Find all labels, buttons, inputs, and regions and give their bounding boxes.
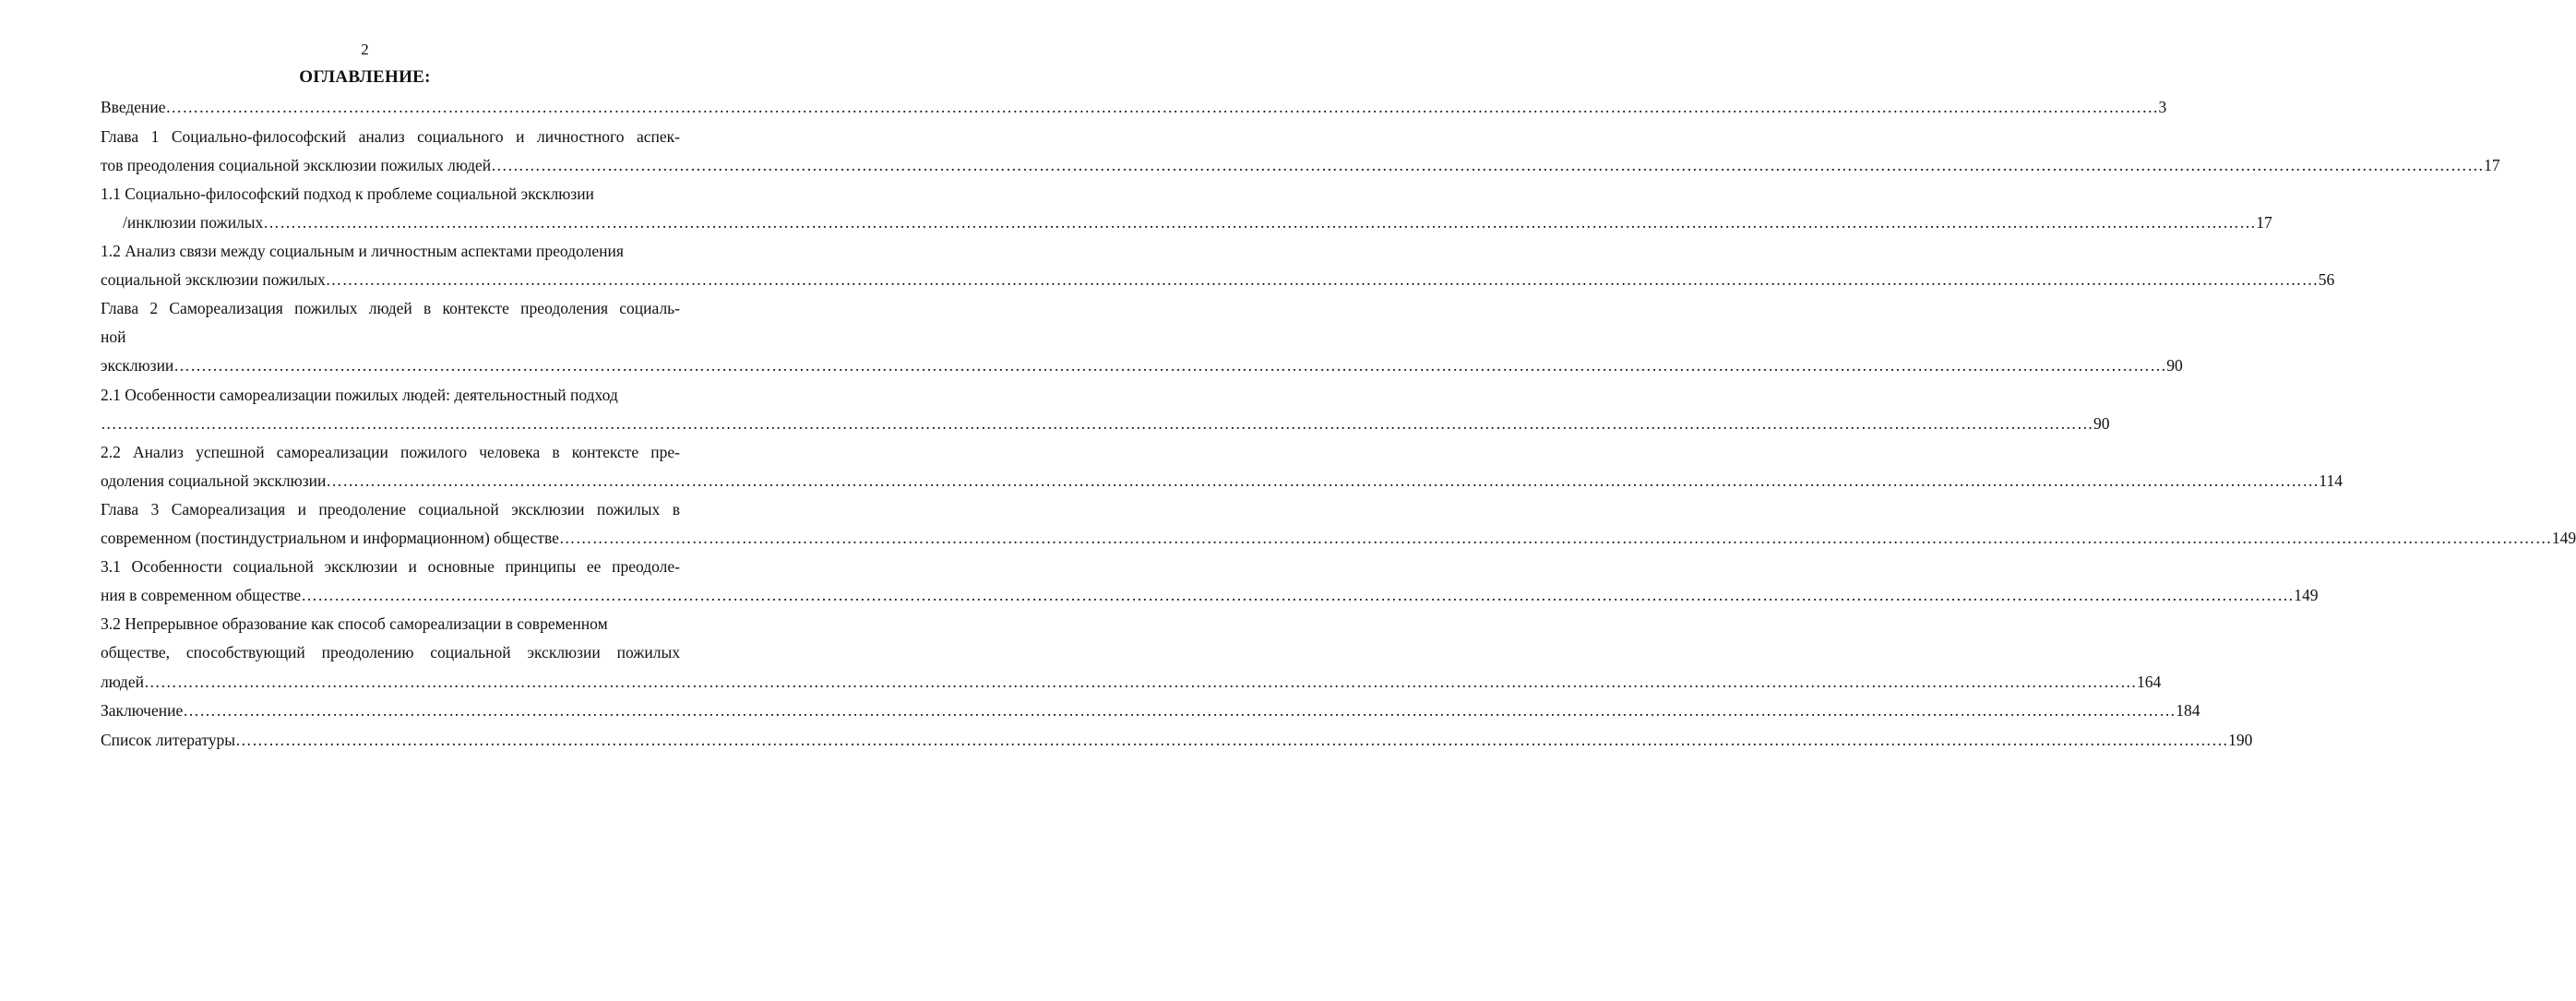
leader-dots: ……………………………………………………………………………………………………………………………………………………………………………………………………………………………………………………………………………………………………………………………… [301,586,2295,604]
toc-entry-1-2-line1[interactable]: 1.2 Анализ связи между социальным и личностным аспектами преодоления [101,242,624,260]
leader-dots: ……………………………………………………………………………………………………………………………………………………………………………………………………………………………………………………………………………………………………………………………… [101,414,2093,433]
toc-entry-3-2-line1[interactable]: 3.2 Непрерывное образование как способ самореализации в современном [101,614,608,633]
toc-entry-page: 149 [2551,529,2576,547]
toc-title: ОГЛАВЛЕНИЕ: [299,67,431,87]
toc-entry-chapter-1[interactable] [101,154,2500,176]
toc-entry-bibliography[interactable] [101,729,2253,751]
toc-entry-page: 90 [2166,356,2183,375]
toc-entry-2-1[interactable] [101,412,2110,435]
toc-entry-chapter-3[interactable] [101,527,2576,549]
leader-dots: ……………………………………………………………………………………………………………………………………………………………………………………………………………………………………………………………………………………………………………………………… [263,213,2257,232]
toc-entry-label: социальной эксклюзии пожилых [101,270,326,289]
leader-dots: ……………………………………………………………………………………………………………………………………………………………………………………………………………………………………………………………………………………………………………………………… [235,731,2229,749]
toc-entry-label: ния в современном обществе [101,586,302,604]
toc-entry-1-1[interactable] [123,211,2272,233]
toc-entry-label: эксклюзии [101,356,174,375]
toc-entry-page: 190 [2228,731,2253,749]
toc-entry-conclusion[interactable] [101,699,2200,721]
toc-entry-page: 184 [2176,701,2200,720]
toc-entry-2-1-line1[interactable]: 2.1 Особенности самореализации пожилых людей: деятельностный подход [101,386,618,404]
toc-entry-1-2[interactable] [101,268,2335,291]
toc-entry-introduction[interactable] [101,96,2167,118]
leader-dots: ……………………………………………………………………………………………………………………………………………………………………………………………………………………………………………………………………………………………………………………………… [558,529,2552,547]
toc-entry-2-2-line1[interactable]: 2.2 Анализ успешной самореализации пожилого человека в контексте пре- [101,443,680,461]
toc-entry-page: 149 [2294,586,2319,604]
toc-entry-page: 17 [2484,156,2500,174]
toc-entry-label: Заключение [101,701,184,720]
toc-entry-3-1[interactable] [101,584,2319,606]
toc-entry-page: 164 [2136,673,2162,691]
leader-dots: ……………………………………………………………………………………………………………………………………………………………………………………………………………………………………………………………………………………………………………………………… [165,98,2159,116]
toc-entry-label: /инклюзии пожилых [123,213,264,232]
toc-entry-label: одоления социальной эксклюзии [101,471,327,490]
leader-dots: ……………………………………………………………………………………………………………………………………………………………………………………………………………………………………………………………………………………………………………………………… [491,156,2485,174]
leader-dots: ……………………………………………………………………………………………………………………………………………………………………………………………………………………………………………………………………………………………………………………………… [173,356,2167,375]
toc-entry-chapter-2[interactable] [101,354,2183,376]
leader-dots: ……………………………………………………………………………………………………………………………………………………………………………………………………………………………………………………………………………………………………………………………… [325,270,2319,289]
toc-entry-chapter-2-line2[interactable]: ной [101,328,126,346]
toc-entry-2-2[interactable] [101,470,2343,492]
toc-entry-page: 114 [2319,471,2343,490]
leader-dots: ……………………………………………………………………………………………………………………………………………………………………………………………………………………………………………………………………………………………………………………………… [143,673,2137,691]
toc-entry-label: людей [101,673,144,691]
toc-entry-3-1-line1[interactable]: 3.1 Особенности социальной эксклюзии и основные принципы ее преодоле- [101,557,680,576]
leader-dots: ……………………………………………………………………………………………………………………………………………………………………………………………………………………………………………………………………………………………………………………………… [183,701,2176,720]
toc-entry-3-2[interactable] [101,671,2162,693]
page-number: 2 [361,41,369,58]
toc-entry-page: 3 [2158,98,2167,116]
toc-entry-page: 90 [2093,414,2110,433]
toc-entry-label: современном (постиндустриальном и информационном) обществе [101,529,559,547]
toc-entry-label: тов преодоления социальной эксклюзии пожилых людей [101,156,492,174]
toc-entry-1-1-line1[interactable]: 1.1 Социально-философский подход к проблеме социальной эксклюзии [101,185,594,203]
toc-entry-label: Введение [101,98,166,116]
toc-entry-3-2-line2[interactable]: обществе, способствующий преодолению социальной эксклюзии пожилых [101,643,680,661]
toc-entry-page: 17 [2256,213,2272,232]
toc-entry-chapter-1-line1[interactable]: Глава 1 Социально-философский анализ социального и личностного аспек- [101,127,680,146]
toc-entry-label: Список литературы [101,731,236,749]
toc-entry-chapter-3-line1[interactable]: Глава 3 Самореализация и преодоление социальной эксклюзии пожилых в [101,500,680,518]
toc-entry-page: 56 [2318,270,2335,289]
leader-dots: ……………………………………………………………………………………………………………………………………………………………………………………………………………………………………………………………………………………………………………………………… [326,471,2320,490]
toc-entry-chapter-2-line1[interactable]: Глава 2 Самореализация пожилых людей в контексте преодоления социаль- [101,299,680,317]
